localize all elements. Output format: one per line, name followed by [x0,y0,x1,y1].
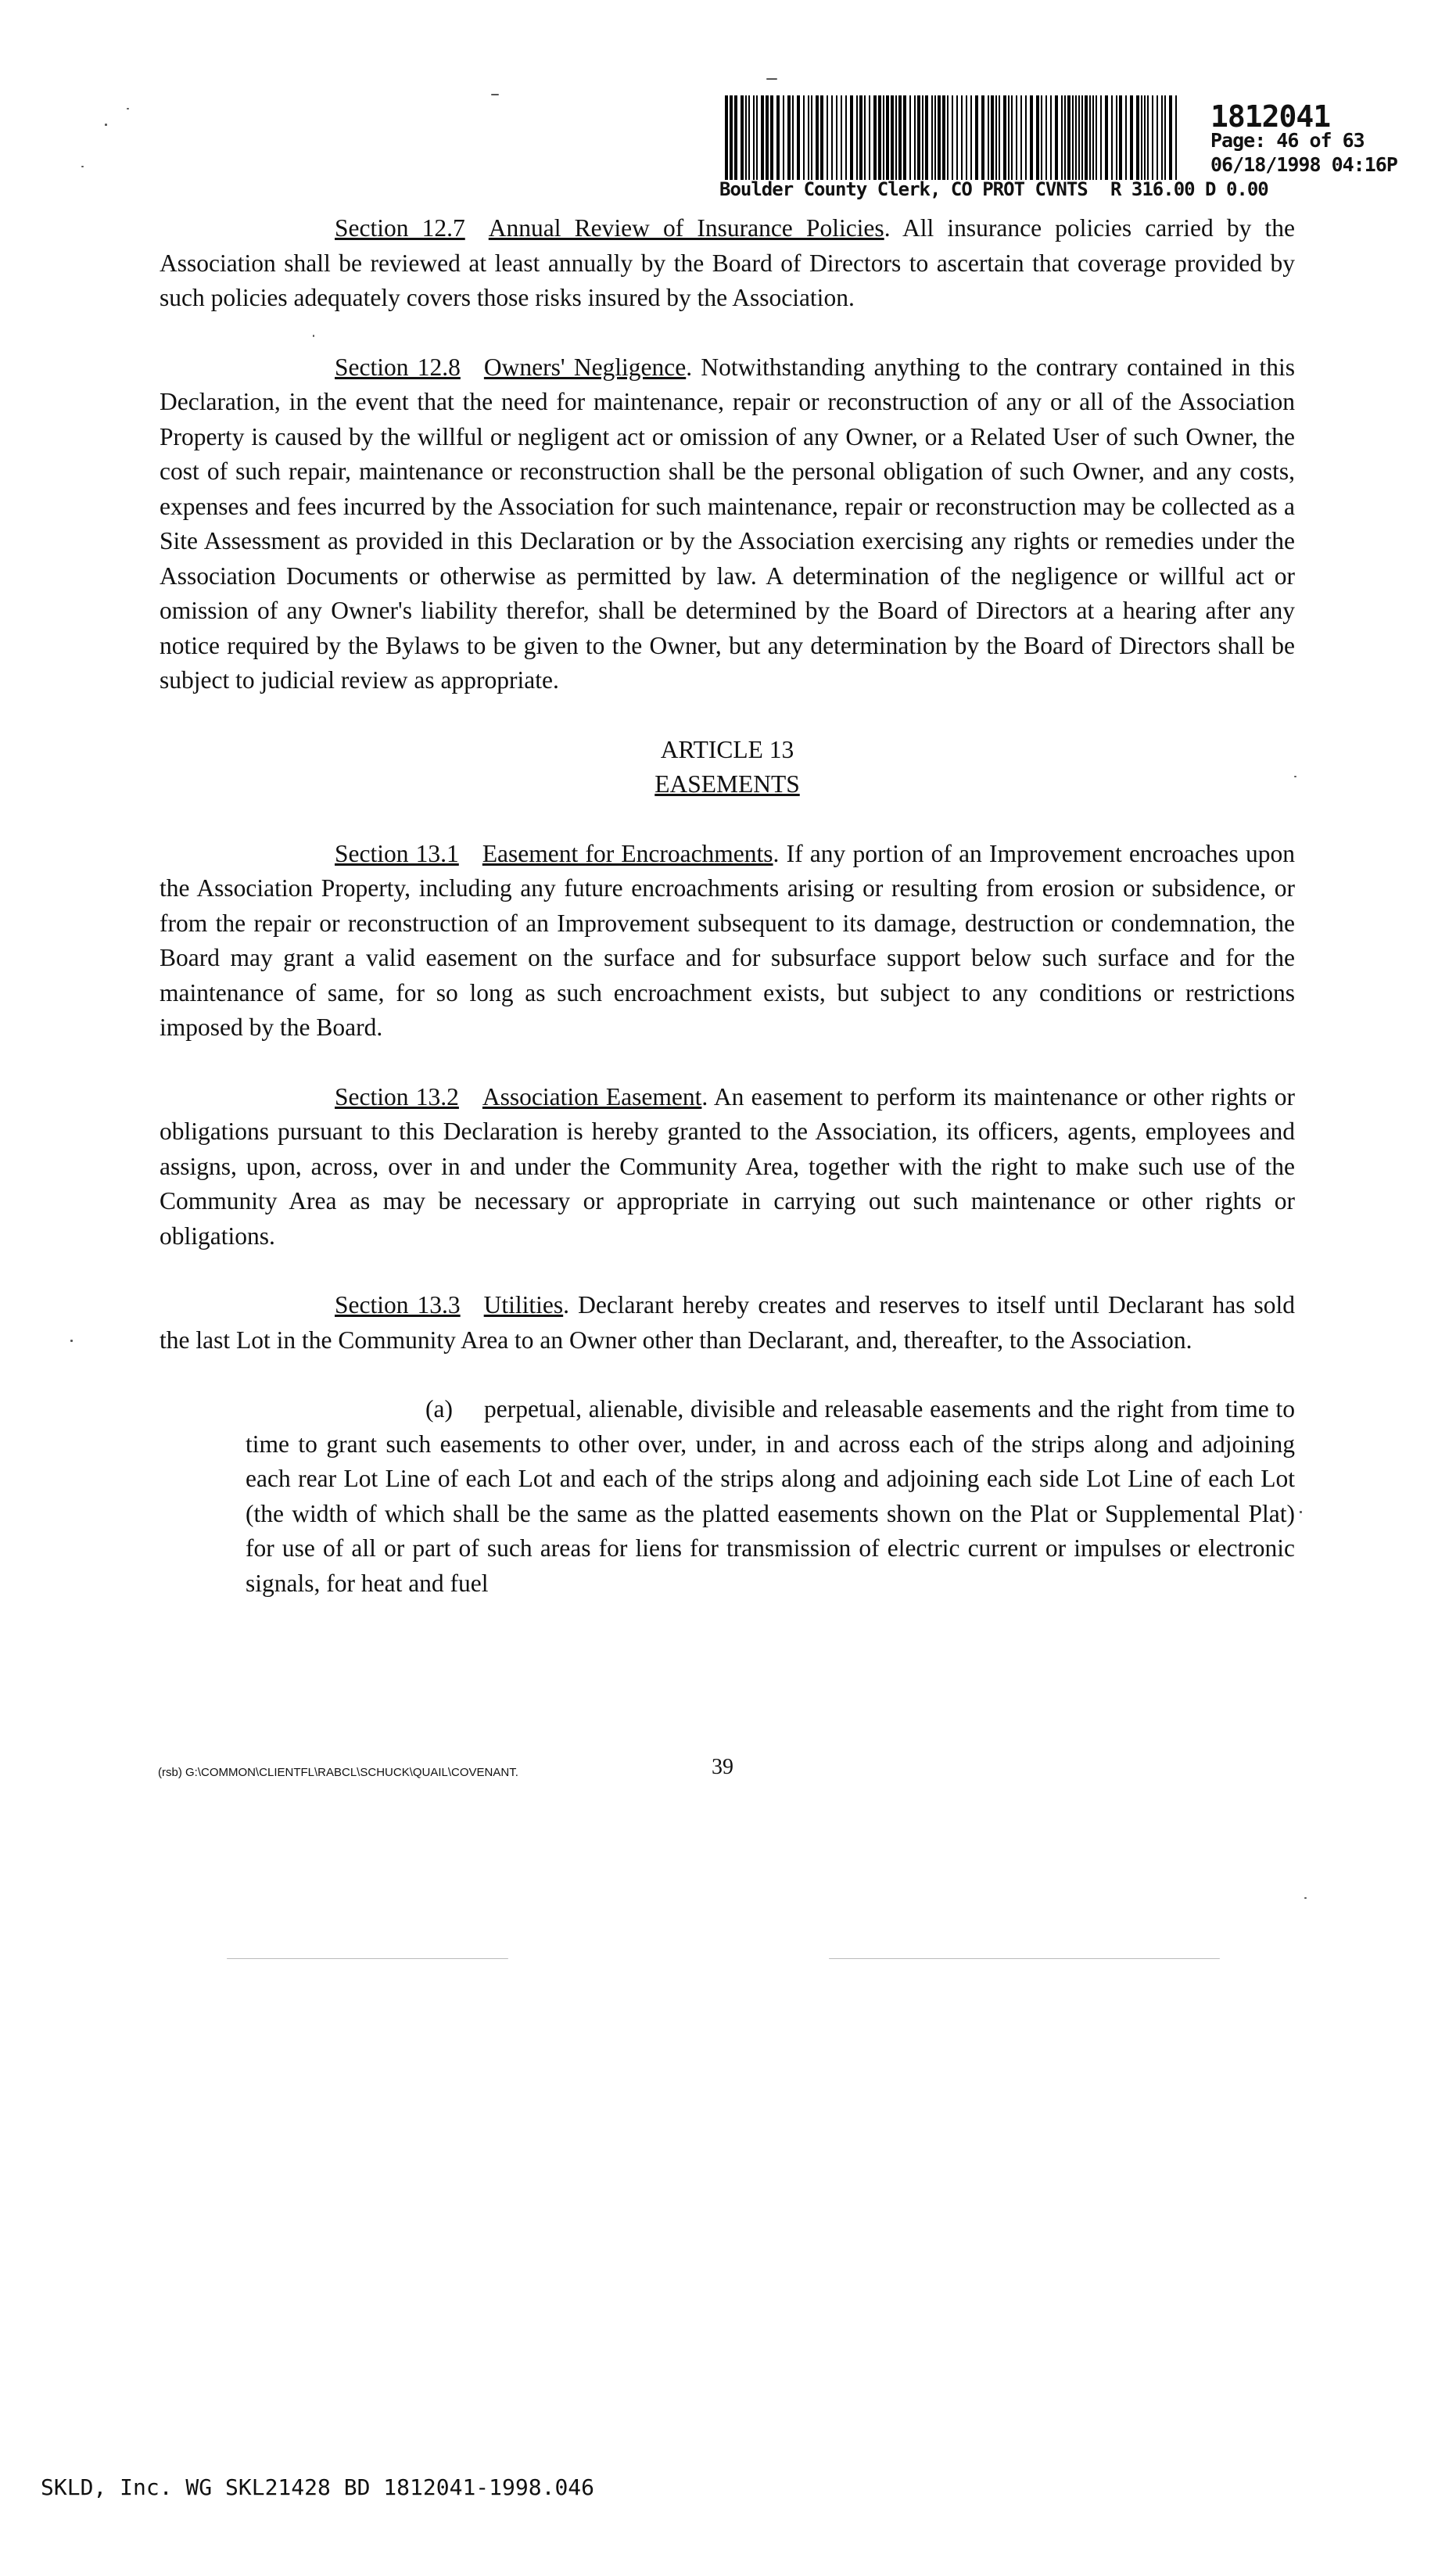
section-text: . Notwithstanding anything to the contrary contained in this Declaration, in the event that the need for maintenance, repair or reconstruction of any or all of the Association Property is caused by the willful or negligent act or omission of any Owner, or a Related User of such Owner, the cost of such repair, maintenance or reconstruction shall be the personal obligation of such Owner, and any costs, expenses and fees incurred by the Association for such maintenance, repair or reconstruction may be collected as a Site Assessment as provided in this Declaration or by the Association exercising any rights or remedies under the Association Documents or otherwise as permitted by law. A determination of the negligence or willful act or omission of any Owner's liability therefor, shall be determined by the Board of Directors at a hearing after any notice required by the Bylaws to be given to the Owner, but any determination by the Board of Directors shall be subject to judicial review as appropriate. [160,353,1295,694]
barcode-bar [991,95,994,180]
barcode-bar [1081,95,1083,180]
barcode-bar [1152,95,1153,180]
section-title: Utilities [483,1291,564,1319]
scan-speck [766,78,777,80]
barcode-bar [836,95,837,180]
barcode-bar [859,95,862,180]
barcode-bar [1092,95,1094,180]
bottom-reference: SKLD, Inc. WG SKL21428 BD 1812041-1998.046 [41,2474,595,2500]
barcode-bar [1036,95,1039,180]
subparagraph-label: (a) [425,1395,453,1423]
barcode-bar [956,95,958,180]
article-heading [160,733,1295,802]
barcode-bar [1067,95,1070,180]
section-12-8 [160,350,1295,698]
section-13-3 [160,1288,1295,1358]
scan-speck [227,1958,508,1959]
document-body [160,211,1295,1601]
barcode-bar [917,95,920,180]
barcode-bar [820,95,823,180]
barcode-bar [783,95,784,180]
section-title: Association Easement [482,1082,702,1110]
barcode-bar [787,95,791,180]
barcode-bar [748,95,750,180]
barcode-bar [1085,95,1088,180]
recorder-stamp [719,95,1397,205]
barcode-bar [895,95,897,180]
barcode-bar [1072,95,1074,180]
barcode-bar [942,95,945,180]
barcode-bar [1025,95,1027,180]
recording-fees: R 316.00 D 0.00 [1110,178,1268,200]
barcode-bar [1030,95,1033,180]
barcode-bar [1041,95,1042,180]
scan-speck [1294,776,1296,777]
barcode-bar [803,95,805,180]
barcode-bar [816,95,819,180]
barcode-bar [725,95,728,180]
barcode-bar [952,95,953,180]
barcode-bar [1016,95,1017,180]
barcode-bar [947,95,949,180]
barcode-bar [770,95,773,180]
barcode-bar [966,95,967,180]
barcode-bar [914,95,916,180]
barcode-bar [1161,95,1163,180]
section-number: Section 12.7 [335,214,465,242]
barcode-bar [827,95,828,180]
section-13-1 [160,837,1295,1046]
barcode-bar [886,95,889,180]
barcode-bar [1075,95,1077,180]
barcode-bar [931,95,933,180]
barcode-bar [1011,95,1013,180]
barcode-bar [756,95,758,180]
barcode-bar [869,95,870,180]
barcode-bar [898,95,902,180]
scan-speck [70,1340,73,1342]
barcode-bar [999,95,1000,180]
barcode-bar [981,95,984,180]
barcode-bar [1061,95,1063,180]
scan-speck [491,94,499,95]
barcode-bar [1055,95,1058,180]
scan-speck [313,335,314,337]
section-text: . An easement to perform its maintenance or other rights or obligations pursuant to this Declaration is hereby granted to the Association, its officers, agents, employees and assigns, upon, across, over in and under the Community Area, together with the right to make such use of the Community Area as may be necessary or appropriate in carrying out such maintenance or other rights or obligations. [160,1082,1295,1250]
barcode-bar [925,95,928,180]
barcode-bar [766,95,769,180]
barcode-bar [883,95,884,180]
page-info: Page: 46 of 63 [1210,129,1365,152]
section-text: . Declarant hereby creates and reserves to itself until Declarant has sold the last Lot in the Community Area to an Owner other than Declarant, and, thereafter, to the Association. [160,1291,1295,1354]
barcode-bar [841,95,842,180]
section-title: Owners' Negligence [483,353,687,381]
section-12-7 [160,211,1295,316]
barcode-bar [1169,95,1172,180]
section-title: Annual Review of Insurance Policies [488,214,884,242]
scan-speck [81,166,84,167]
barcode-bar [761,95,764,180]
barcode-bar [1119,95,1122,180]
section-title: Easement for Encroachments [482,839,773,867]
document-number: 1812041 [1210,99,1331,134]
barcode-bar [792,95,794,180]
barcode-bar [1045,95,1047,180]
scan-speck [105,124,107,126]
file-path: (rsb) G:\COMMON\CLIENTFL\RABCL\SCHUCK\QUAIL\COVENANT. [158,1766,518,1779]
barcode-bar [1003,95,1006,180]
barcode-bar [903,95,906,180]
barcode-bar [1116,95,1117,180]
section-number: Section 13.1 [335,839,459,867]
barcode-bar [1111,95,1113,180]
barcode-bar [1050,95,1052,180]
barcode-bar [776,95,780,180]
barcode-bar [741,95,744,180]
barcode-bar [873,95,877,180]
barcode-bar [856,95,858,180]
barcode-bar [891,95,894,180]
section-text: . If any portion of an Improvement encroaches upon the Association Property, including any future encroachments arising or resulting from erosion or subsidence, or from the repair or reconstruction of an Improvement subsequent to its damage, destruction or condemnation, the Board may grant a valid easement on the surface and for subsurface support below such surface and for the maintenance of same, for so long as such encroachment exists, but subject to any conditions or restrictions imposed by the Board. [160,839,1295,1041]
subparagraph-text: perpetual, alienable, divisible and releasable easements and the right from time to time to grant such easements to other over, under, in and across each of the strips along and adjoining each rear Lot Line of each Lot and each of the strips along and adjoining each side Lot Line of each Lot (the width of which shall be the same as the platted easements shown on the Plat or Supplemental Plat) for use of all or part of such areas for liens for transmission of electric current or impulses or electronic signals, for heat and fuel [246,1395,1295,1597]
barcode-bar [1105,95,1108,180]
section-13-2 [160,1080,1295,1254]
barcode-bar [1164,95,1166,180]
article-title: EASEMENTS [654,770,800,798]
barcode-bar [730,95,733,180]
scan-speck [127,108,129,109]
section-number: Section 13.3 [335,1291,461,1319]
barcode-bar [1064,95,1066,180]
barcode-bar [1100,95,1102,180]
barcode-bar [1008,95,1010,180]
subparagraph-a [246,1392,1295,1601]
clerk-label: Boulder County Clerk, CO PROT CVNTS [719,178,1088,200]
barcode-bar [745,95,747,180]
barcode-bar [1125,95,1127,180]
barcode-bar [922,95,923,180]
scan-speck [829,1958,1220,1959]
barcode-bar [878,95,881,180]
barcode-bar [1157,95,1158,180]
scan-speck [1300,1511,1302,1513]
barcode-bar [938,95,941,180]
barcode-bar [734,95,737,180]
barcode-bar [831,95,833,180]
recording-date: 06/18/1998 04:16P [1210,153,1397,176]
section-text: . All insurance policies carried by the Association shall be reviewed at least annually by the Board of Directors to ascertain that coverage provided by such policies adequately covers those risks insured by the Association. [160,214,1295,311]
barcode-bar [808,95,809,180]
article-number: ARTICLE 13 [660,735,794,763]
barcode-bar [850,95,853,180]
scan-speck [1304,1897,1307,1899]
barcode-bar [970,95,972,180]
barcode-bar [864,95,866,180]
barcode-bar [1144,95,1146,180]
barcode-bar [1147,95,1149,180]
barcode-bar [1141,95,1142,180]
barcode-bar [1020,95,1022,180]
barcode-bar [797,95,800,180]
barcode-bar [1136,95,1139,180]
barcode-bar [1096,95,1097,180]
section-number: Section 13.2 [335,1082,459,1110]
barcode-bar [1089,95,1091,180]
barcode-bar [961,95,963,180]
section-number: Section 12.8 [335,353,461,381]
barcode-bar [975,95,978,180]
barcode [723,95,1183,180]
barcode-bar [753,95,755,180]
barcode-bar [995,95,997,180]
barcode-bar [1130,95,1133,180]
barcode-bar [934,95,936,180]
barcode-bar [1078,95,1080,180]
barcode-bar [811,95,812,180]
page-number: 39 [712,1755,733,1779]
barcode-bar [988,95,989,180]
barcode-bar [845,95,847,180]
barcode-bar [909,95,911,180]
barcode-bar [1175,95,1177,180]
